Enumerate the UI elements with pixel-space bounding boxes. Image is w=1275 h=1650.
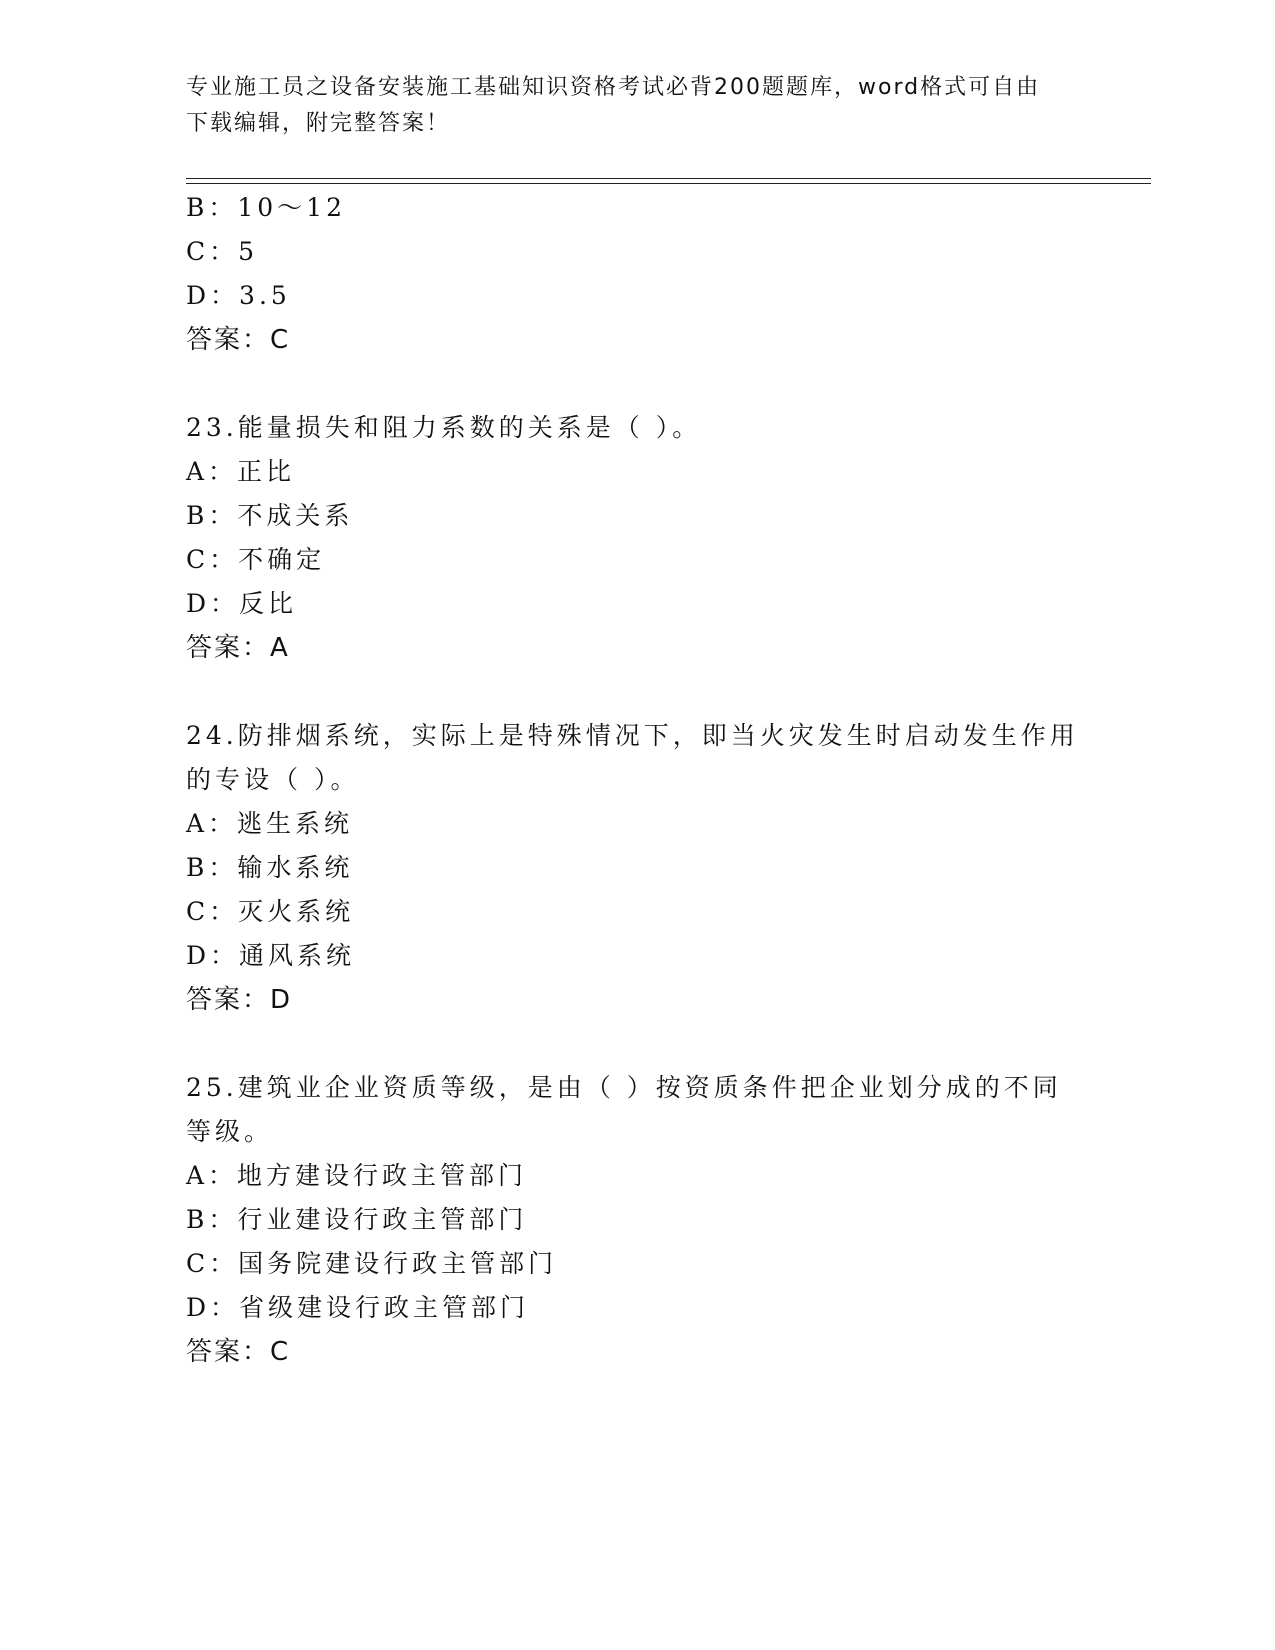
q25-answer: 答案：C: [186, 1337, 291, 1367]
q25-option-b: B：行业建设行政主管部门: [186, 1205, 528, 1234]
q24-option-d: D：通风系统: [186, 941, 356, 970]
q24-stem-line-2: 的专设（ ）。: [186, 765, 360, 794]
q25-option-c: C：国务院建设行政主管部门: [186, 1249, 558, 1278]
q22-option-b: B：10～12: [186, 193, 346, 222]
header-line-2: 下载编辑，附完整答案！: [186, 111, 451, 136]
q23-option-b: B：不成关系: [186, 501, 354, 530]
q22-answer: 答案：C: [186, 325, 291, 355]
q25-option-d: D：省级建设行政主管部门: [186, 1293, 530, 1322]
q23-answer: 答案：A: [186, 633, 290, 663]
header-divider-bottom: [186, 183, 1151, 184]
q24-answer: 答案：D: [186, 985, 293, 1015]
q23-option-a: A：正比: [186, 457, 296, 486]
q25-stem-line-1: 25.建筑业企业资质等级，是由（ ）按资质条件把企业划分成的不同: [186, 1073, 1062, 1102]
q23-option-c: C：不确定: [186, 545, 326, 574]
q23-option-d: D：反比: [186, 589, 298, 618]
q24-option-c: C：灭火系统: [186, 897, 355, 926]
q25-stem-line-2: 等级。: [186, 1117, 274, 1146]
q25-option-a: A：地方建设行政主管部门: [186, 1161, 528, 1190]
q22-option-d: D：3.5: [186, 281, 291, 310]
q23-stem: 23.能量损失和阻力系数的关系是（ ）。: [186, 413, 702, 442]
q24-stem-line-1: 24.防排烟系统，实际上是特殊情况下，即当火灾发生时启动发生作用: [186, 721, 1079, 750]
q22-option-c: C：5: [186, 237, 259, 266]
header-line-1: 专业施工员之设备安装施工基础知识资格考试必背200题题库，word格式可自由: [186, 75, 1041, 100]
header-divider-top: [186, 178, 1151, 179]
q24-option-a: A：逃生系统: [186, 809, 354, 838]
q24-option-b: B：输水系统: [186, 853, 354, 882]
document-header: [186, 70, 1066, 142]
